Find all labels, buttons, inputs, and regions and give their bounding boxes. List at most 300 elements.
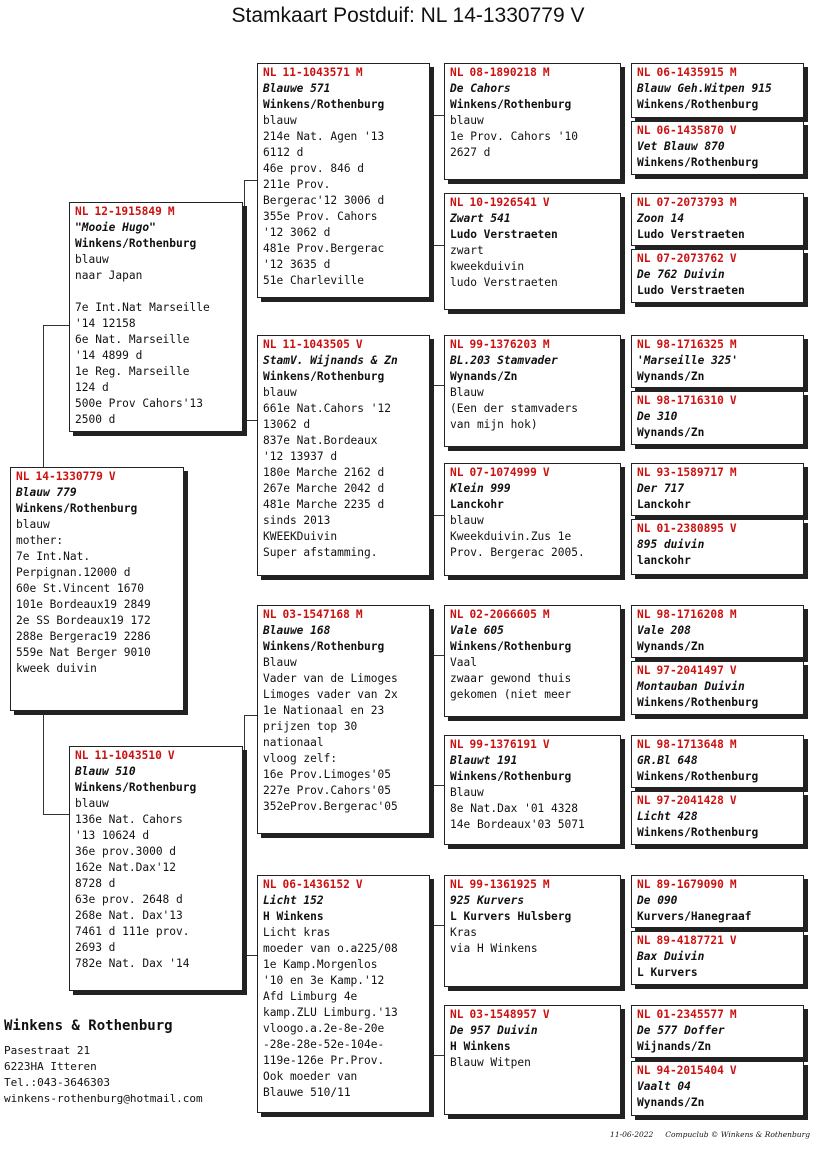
ring-country: NL [637, 664, 651, 677]
ring-country: NL [637, 124, 651, 137]
pigeon-name: Blauwe 571 [263, 82, 331, 95]
pigeon-name: De 957 Duivin [450, 1024, 538, 1037]
ring-number: 01-2380895 [656, 522, 724, 535]
pigeon-owner: Winkens/Rothenburg [637, 156, 759, 169]
connector [244, 180, 245, 420]
pigeon-detail-line: 119e-126e Pr.Prov. [263, 1054, 385, 1067]
pigeon-detail-line: Bergerac'12 3006 d [263, 194, 385, 207]
ring-country: NL [263, 338, 277, 351]
ring-country: NL [450, 1008, 464, 1021]
pigeon-name: Vale 605 [450, 624, 504, 637]
pigeon-name: Zwart 541 [450, 212, 511, 225]
pigeon-name: Blauwt 191 [450, 754, 518, 767]
pigeon-detail-line: via H Winkens [450, 942, 538, 955]
pigeon-owner: H Winkens [263, 910, 324, 923]
ring-number: 07-1074999 [469, 466, 537, 479]
pigeon-name: Licht 428 [637, 810, 698, 823]
pigeon-card-g2 [631, 121, 804, 175]
pigeon-detail-line: kweek duivin [16, 662, 97, 675]
connector [431, 385, 445, 386]
pigeon-name: Blauwe 168 [263, 624, 331, 637]
pigeon-detail-line: 8e Nat.Dax '01 4328 [450, 802, 578, 815]
ring-header [637, 195, 799, 211]
pigeon-name: 'Marseille 325' [637, 354, 739, 367]
pigeon-owner: L Kurvers Hulsberg [450, 910, 572, 923]
pigeon-detail-line: 7461 d 111e prov. [75, 925, 190, 938]
pigeon-name: Bax Duivin [637, 950, 705, 963]
pigeon-detail-line: 837e Nat.Bordeaux [263, 434, 378, 447]
connector [431, 245, 445, 246]
ring-country: NL [75, 749, 89, 762]
pigeon-name: 895 duivin [637, 538, 705, 551]
pigeon-name: Vaalt 04 [637, 1080, 691, 1093]
pigeon-detail-line: ludo Verstraeten [450, 276, 558, 289]
ring-number: 06-1435915 [656, 66, 724, 79]
pigeon-owner: Winkens/Rothenburg [450, 640, 572, 653]
ring-header [450, 195, 616, 211]
ring-country: NL [637, 738, 651, 751]
ring-sex: V [729, 664, 737, 677]
pigeon-name: De 310 [637, 410, 678, 423]
footer-loft-name: Winkens & Rothenburg [4, 1018, 173, 1034]
ring-country: NL [637, 878, 651, 891]
ring-number: 03-1547168 [282, 608, 350, 621]
pigeon-detail-line: Licht kras [263, 926, 331, 939]
pigeon-detail-line: 211e Prov. [263, 178, 331, 191]
ring-country: NL [637, 196, 651, 209]
pigeon-card-g12 [631, 791, 804, 845]
pigeon-name: Blauw Geh.Witpen 915 [637, 82, 772, 95]
pigeon-detail-line: blauw [263, 114, 297, 127]
pigeon-detail-line: blauw [450, 114, 484, 127]
pigeon-detail-line: 16e Prov.Limoges'05 [263, 768, 391, 781]
pigeon-owner: lanckohr [637, 554, 691, 567]
ring-number: 98-1713648 [656, 738, 724, 751]
ring-number: 10-1926541 [469, 196, 537, 209]
pigeon-detail-line: gekomen (niet meer [450, 688, 572, 701]
pigeon-detail-line: 1e Prov. Cahors '10 [450, 130, 578, 143]
ring-header [637, 877, 799, 893]
ring-country: NL [637, 1008, 651, 1021]
pigeon-owner: Wijnands/Zn [637, 1040, 712, 1053]
pigeon-owner: Winkens/Rothenburg [637, 98, 759, 111]
pigeon-detail-line: 355e Prov. Cahors [263, 210, 378, 223]
pigeon-card-g4 [631, 249, 804, 303]
ring-sex: M [729, 66, 737, 79]
pigeon-name: De 090 [637, 894, 678, 907]
pigeon-detail-line: '12 3635 d [263, 258, 331, 271]
ring-country: NL [637, 252, 651, 265]
pigeon-detail-line: kweekduivin [450, 260, 525, 273]
ring-number: 89-4187721 [656, 934, 724, 947]
pigeon-owner: Winkens/Rothenburg [263, 640, 385, 653]
connector [431, 385, 432, 515]
pigeon-detail-line: Blauwe 510/11 [263, 1086, 351, 1099]
ring-country: NL [637, 1064, 651, 1077]
connector [431, 1055, 445, 1056]
ring-sex: M [729, 196, 737, 209]
pigeon-card-mf [257, 605, 430, 834]
pigeon-owner: Wynands/Zn [450, 370, 518, 383]
pigeon-card-subject [10, 467, 184, 711]
pigeon-detail-line: 101e Bordeaux19 2849 [16, 598, 151, 611]
pigeon-owner: Winkens/Rothenburg [637, 696, 759, 709]
pigeon-detail-line: Vaal [450, 656, 477, 669]
ring-sex: M [542, 66, 550, 79]
pigeon-detail-line [75, 284, 238, 300]
footer-phone: Tel.:043-3646303 [4, 1076, 110, 1089]
connector [43, 325, 70, 326]
pigeon-detail-line: -28e-28e-52e-104e- [263, 1038, 385, 1051]
pigeon-card-g16 [631, 1061, 804, 1116]
pigeon-detail-line: 6e Nat. Marseille [75, 333, 190, 346]
ring-sex: V [355, 338, 363, 351]
ring-sex: M [729, 1008, 737, 1021]
pigeon-name: GR.Bl 648 [637, 754, 698, 767]
pigeon-detail-line: 180e Marche 2162 d [263, 466, 385, 479]
ring-sex: M [729, 878, 737, 891]
ring-header [637, 521, 799, 537]
ring-header [450, 737, 616, 753]
connector [43, 814, 70, 815]
connector [431, 655, 445, 656]
pigeon-detail-line: 1e Nationaal en 23 [263, 704, 385, 717]
ring-country: NL [637, 934, 651, 947]
ring-header [637, 465, 799, 481]
pigeon-detail-line: 8728 d [75, 877, 116, 890]
pigeon-detail-line: '12 13937 d [263, 450, 338, 463]
pigeon-owner: H Winkens [450, 1040, 511, 1053]
pigeon-detail-line: 481e Prov.Bergerac [263, 242, 385, 255]
ring-number: 89-1679090 [656, 878, 724, 891]
connector [431, 925, 445, 926]
pigeon-name: Montauban Duivin [637, 680, 745, 693]
ring-number: 06-1435870 [656, 124, 724, 137]
pigeon-owner: Wynands/Zn [637, 426, 705, 439]
pigeon-owner: Ludo Verstraeten [637, 228, 745, 241]
pigeon-detail-line: '14 12158 [75, 317, 136, 330]
pigeon-detail-line: blauw [75, 253, 109, 266]
pigeon-detail-line: naar Japan [75, 269, 143, 282]
ring-country: NL [637, 522, 651, 535]
page-title: Stamkaart Postduif: NL 14-1330779 V [231, 4, 585, 27]
pigeon-name: Blauw 510 [75, 765, 136, 778]
ring-header [637, 607, 799, 623]
ring-header [637, 393, 799, 409]
ring-sex: V [542, 196, 550, 209]
pigeon-detail-line: zwart [450, 244, 484, 257]
ring-header [75, 204, 238, 220]
pigeon-card-ff [257, 63, 430, 298]
pigeon-detail-line: 51e Charleville [263, 274, 365, 287]
pigeon-detail-line: '12 3062 d [263, 226, 331, 239]
ring-number: 93-1589717 [656, 466, 724, 479]
pigeon-card-g3 [631, 193, 804, 246]
connector [431, 515, 445, 516]
pigeon-detail-line: 1e Reg. Marseille [75, 365, 190, 378]
pigeon-name: Vet Blauw 870 [637, 140, 725, 153]
pigeon-detail-line: (Een der stamvaders [450, 402, 578, 415]
pigeon-detail-line: vloogo.a.2e-8e-20e [263, 1022, 385, 1035]
ring-number: 98-1716325 [656, 338, 724, 351]
pigeon-detail-line: 268e Nat. Dax'13 [75, 909, 183, 922]
pigeon-detail-line: 214e Nat. Agen '13 [263, 130, 385, 143]
ring-header [637, 737, 799, 753]
pigeon-detail-line: Limoges vader van 2x [263, 688, 398, 701]
pigeon-card-g8 [631, 519, 804, 575]
ring-country: NL [450, 738, 464, 751]
pigeon-owner: Lanckohr [637, 498, 691, 511]
pigeon-owner: Wynands/Zn [637, 1096, 705, 1109]
ring-number: 99-1376191 [469, 738, 537, 751]
pigeon-card-g9 [631, 605, 804, 658]
print-stamp [610, 1130, 810, 1139]
pigeon-card-fmf [444, 335, 621, 447]
ring-header [450, 607, 616, 623]
ring-country: NL [637, 338, 651, 351]
ring-country: NL [637, 394, 651, 407]
ring-header [263, 877, 425, 893]
pigeon-detail-line: nationaal [263, 736, 324, 749]
pigeon-detail-line: Ook moeder van [263, 1070, 358, 1083]
ring-number: 11-1043571 [282, 66, 350, 79]
pigeon-name: BL.203 Stamvader [450, 354, 558, 367]
ring-sex: V [542, 466, 550, 479]
ring-sex: M [355, 608, 363, 621]
ring-header [75, 748, 238, 764]
ring-sex: M [355, 66, 363, 79]
pigeon-detail-line: kamp.ZLU Limburg.'13 [263, 1006, 398, 1019]
ring-number: 97-2041428 [656, 794, 724, 807]
pigeon-owner: Winkens/Rothenburg [75, 237, 197, 250]
connector [244, 180, 258, 181]
ring-number: 02-2066605 [469, 608, 537, 621]
ring-header [637, 251, 799, 267]
ring-header [450, 465, 616, 481]
ring-header [637, 123, 799, 139]
ring-country: NL [450, 338, 464, 351]
pigeon-name: "Mooie Hugo" [75, 221, 156, 234]
ring-country: NL [637, 608, 651, 621]
pigeon-card-fff [444, 63, 621, 180]
pigeon-detail-line: Blauw [450, 386, 484, 399]
ring-number: 11-1043505 [282, 338, 350, 351]
pigeon-detail-line: 661e Nat.Cahors '12 [263, 402, 391, 415]
ring-header [450, 877, 616, 893]
pigeon-detail-line: 13062 d [263, 418, 311, 431]
pigeon-card-g11 [631, 735, 804, 788]
ring-country: NL [263, 66, 277, 79]
ring-sex: M [542, 608, 550, 621]
ring-country: NL [637, 794, 651, 807]
pigeon-detail-line: 60e St.Vincent 1670 [16, 582, 144, 595]
connector [431, 115, 445, 116]
ring-number: 07-2073793 [656, 196, 724, 209]
pigeon-name: Der 717 [637, 482, 685, 495]
pigeon-card-mm [257, 875, 430, 1113]
ring-number: 14-1330779 [35, 470, 103, 483]
connector [244, 955, 258, 956]
pigeon-detail-line: zwaar gewond thuis [450, 672, 572, 685]
pigeon-card-mmm [444, 1005, 621, 1115]
ring-header [637, 933, 799, 949]
ring-country: NL [450, 66, 464, 79]
pigeon-detail-line: 7e Int.Nat Marseille [75, 301, 210, 314]
pigeon-owner: Winkens/Rothenburg [450, 770, 572, 783]
pigeon-card-mff [444, 605, 621, 717]
pigeon-card-g6 [631, 391, 804, 445]
ring-header [637, 1007, 799, 1023]
pigeon-card-g1 [631, 63, 804, 118]
pigeon-name: 925 Kurvers [450, 894, 525, 907]
pigeon-name: StamV. Wijnands & Zn [263, 354, 398, 367]
ring-header [637, 793, 799, 809]
pigeon-detail-line: 36e prov.3000 d [75, 845, 177, 858]
ring-sex: M [729, 738, 737, 751]
ring-header [450, 1007, 616, 1023]
ring-number: 99-1376203 [469, 338, 537, 351]
pigeon-detail-line: Prov. Bergerac 2005. [450, 546, 585, 559]
pigeon-owner: L Kurvers [637, 966, 698, 979]
pigeon-owner: Lanckohr [450, 498, 504, 511]
pigeon-detail-line: van mijn hok) [450, 418, 538, 431]
connector [43, 325, 44, 468]
pigeon-detail-line: Perpignan.12000 d [16, 566, 131, 579]
ring-header [637, 65, 799, 81]
ring-country: NL [450, 608, 464, 621]
ring-sex: M [167, 205, 175, 218]
pigeon-detail-line: 481e Marche 2235 d [263, 498, 385, 511]
pigeon-detail-line: 2627 d [450, 146, 491, 159]
ring-number: 98-1716310 [656, 394, 724, 407]
print-date: 11-06-2022 [610, 1130, 654, 1139]
ring-header [637, 663, 799, 679]
pigeon-name: De 762 Duivin [637, 268, 725, 281]
pigeon-detail-line: 124 d [75, 381, 109, 394]
pigeon-detail-line: moeder van o.a225/08 [263, 942, 398, 955]
pigeon-card-fmm [444, 463, 621, 576]
pigeon-name: Zoon 14 [637, 212, 685, 225]
pigeon-name: Licht 152 [263, 894, 324, 907]
pigeon-card-g13 [631, 875, 804, 928]
pigeon-owner: Winkens/Rothenburg [75, 781, 197, 794]
pigeon-detail-line: Kras [450, 926, 477, 939]
footer-city: 6223HA Itteren [4, 1060, 97, 1073]
pigeon-owner: Winkens/Rothenburg [637, 826, 759, 839]
ring-sex: M [729, 466, 737, 479]
connector [431, 655, 432, 785]
pigeon-detail-line: '14 4899 d [75, 349, 143, 362]
pigeon-detail-line: Blauw [263, 656, 297, 669]
pigeon-detail-line: KWEEKDuivin [263, 530, 338, 543]
pigeon-card-mmf [444, 875, 621, 987]
pigeon-owner: Winkens/Rothenburg [450, 98, 572, 111]
pigeon-card-g5 [631, 335, 804, 388]
ring-sex: V [542, 738, 550, 751]
connector [431, 785, 445, 786]
pigeon-card-g15 [631, 1005, 804, 1058]
pigeon-detail-line: Blauw Witpen [450, 1056, 531, 1069]
ring-country: NL [16, 470, 30, 483]
pigeon-owner: Wynands/Zn [637, 640, 705, 653]
pigeon-detail-line: 227e Prov.Cahors'05 [263, 784, 391, 797]
pigeon-detail-line: Vader van de Limoges [263, 672, 398, 685]
ring-number: 94-2015404 [656, 1064, 724, 1077]
ring-header [637, 1063, 799, 1079]
connector [431, 925, 432, 1055]
pigeon-name: Blauw 779 [16, 486, 77, 499]
footer-contact [4, 1043, 203, 1107]
ring-number: 12-1915849 [94, 205, 162, 218]
connector [244, 420, 258, 421]
pigeon-card-ffm [444, 193, 621, 310]
ring-sex: V [729, 1064, 737, 1077]
pigeon-detail-line: 2e SS Bordeaux19 172 [16, 614, 151, 627]
pigeon-owner: Ludo Verstraeten [637, 284, 745, 297]
ring-sex: V [542, 1008, 550, 1021]
ring-header [16, 469, 179, 485]
pigeon-detail-line: Blauw [450, 786, 484, 799]
pigeon-name: Vale 208 [637, 624, 691, 637]
ring-sex: V [729, 934, 737, 947]
ring-number: 08-1890218 [469, 66, 537, 79]
pigeon-detail-line: 7e Int.Nat. [16, 550, 91, 563]
pigeon-detail-line: vloog zelf: [263, 752, 338, 765]
pigeon-detail-line: 136e Nat. Cahors [75, 813, 183, 826]
pigeon-detail-line: blauw [75, 797, 109, 810]
ring-country: NL [637, 66, 651, 79]
pigeon-card-mfm [444, 735, 621, 845]
ring-country: NL [75, 205, 89, 218]
ring-number: 06-1436152 [282, 878, 350, 891]
ring-sex: V [729, 794, 737, 807]
connector [431, 115, 432, 245]
pigeon-name: De 577 Doffer [637, 1024, 725, 1037]
pigeon-owner: Wynands/Zn [637, 370, 705, 383]
ring-number: 99-1361925 [469, 878, 537, 891]
connector [43, 714, 44, 814]
footer-email: winkens-rothenburg@hotmail.com [4, 1092, 203, 1105]
pigeon-owner: Kurvers/Hanegraaf [637, 910, 752, 923]
pigeon-detail-line: Kweekduivin.Zus 1e [450, 530, 572, 543]
ring-sex: V [729, 522, 737, 535]
pigeon-name: De Cahors [450, 82, 511, 95]
pigeon-owner: Winkens/Rothenburg [263, 98, 385, 111]
pigeon-detail-line: sinds 2013 [263, 514, 331, 527]
print-credit: Compuclub © Winkens & Rothenburg [665, 1130, 810, 1139]
ring-country: NL [450, 878, 464, 891]
pigeon-card-father [69, 202, 243, 432]
ring-sex: M [729, 338, 737, 351]
connector [244, 715, 258, 716]
pigeon-detail-line: 267e Marche 2042 d [263, 482, 385, 495]
pigeon-detail-line: 352eProv.Bergerac'05 [263, 800, 398, 813]
pigeon-detail-line: 559e Nat Berger 9010 [16, 646, 151, 659]
ring-header [637, 337, 799, 353]
pigeon-detail-line: Afd Limburg 4e [263, 990, 358, 1003]
pigeon-card-g7 [631, 463, 804, 516]
ring-number: 03-1548957 [469, 1008, 537, 1021]
ring-sex: V [355, 878, 363, 891]
ring-sex: V [108, 470, 116, 483]
ring-header [263, 65, 425, 81]
pigeon-card-mother [69, 746, 243, 991]
pigeon-detail-line: mother: [16, 534, 64, 547]
pigeon-detail-line: 2693 d [75, 941, 116, 954]
footer-address: Pasestraat 21 [4, 1044, 91, 1057]
pigeon-card-g10 [631, 661, 804, 715]
ring-sex: M [542, 878, 550, 891]
